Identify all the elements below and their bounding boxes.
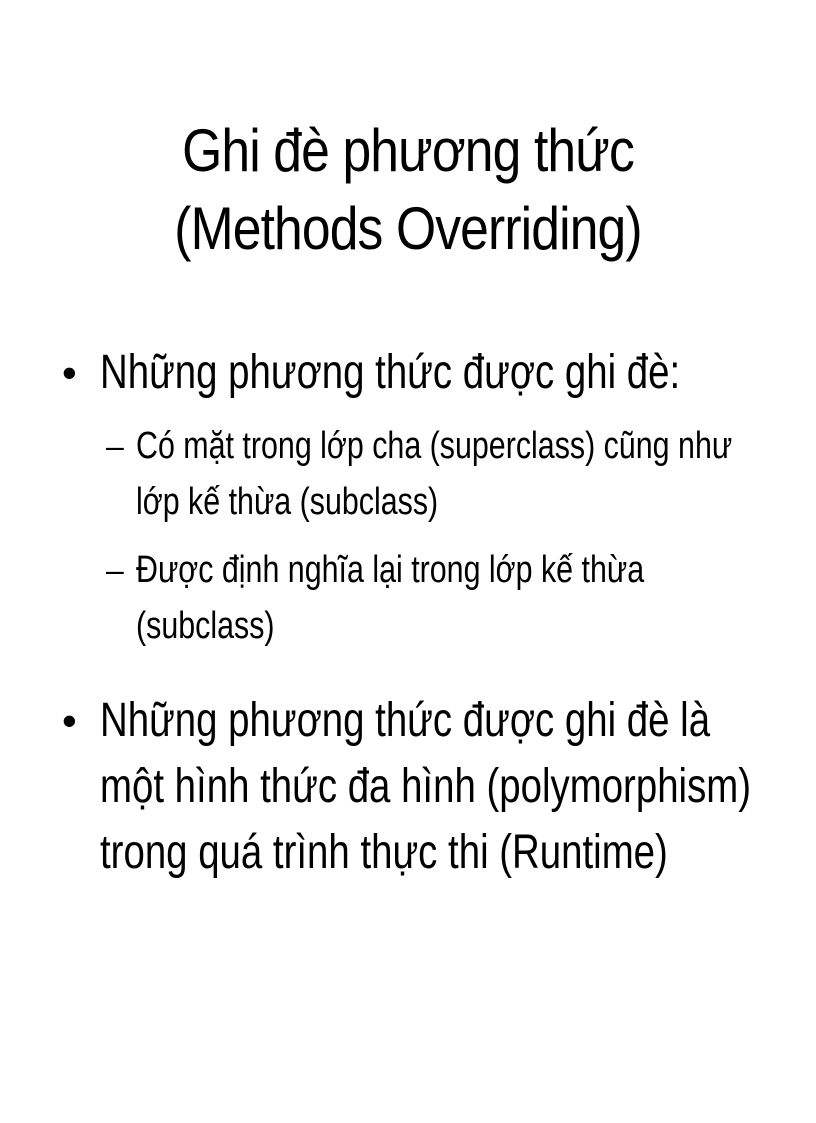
sub-bullet-item-2 <box>106 542 762 654</box>
bullet-item-1 <box>62 340 762 406</box>
bullet-text: Những phương thức được ghi đè là một hình thức đa hình (polymorphism) trong quá trình thực thi (Runtime) <box>100 694 752 879</box>
bullet-marker: • <box>62 349 77 396</box>
sub-bullet-text: Được định nghĩa lại trong lớp kế thừa (subclass) <box>136 549 645 647</box>
sub-bullet-item-1 <box>106 418 762 530</box>
title-line-2: (Methods Overriding) <box>174 195 642 262</box>
bullet-item-2 <box>62 688 762 886</box>
slide-title <box>0 112 816 268</box>
dash-marker: – <box>106 552 124 588</box>
bullet-list <box>62 340 762 886</box>
dash-marker: – <box>106 428 124 464</box>
sub-bullet-text: Có mặt trong lớp cha (superclass) cũng như lớp kế thừa (subclass) <box>136 425 733 523</box>
title-line-1: Ghi đè phương thức <box>182 117 634 184</box>
bullet-text: Những phương thức được ghi đè: <box>100 346 681 399</box>
sub-bullet-list <box>106 418 762 654</box>
bullet-marker: • <box>62 697 77 744</box>
